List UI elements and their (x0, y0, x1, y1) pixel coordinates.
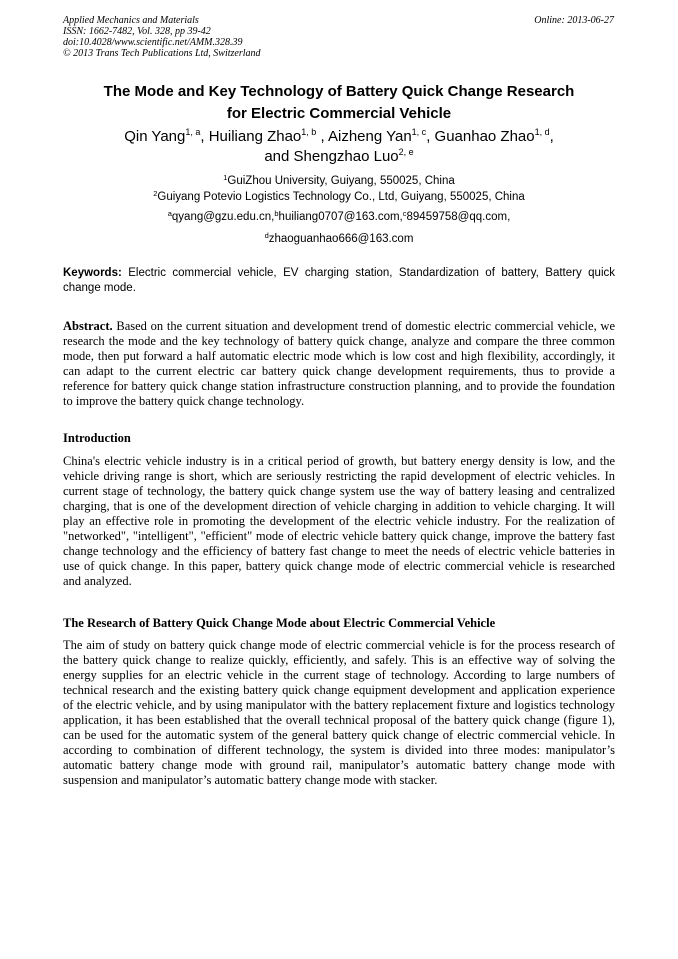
author-list (63, 127, 615, 167)
email-line (63, 210, 615, 225)
author-name: Aizheng Yan (327, 128, 412, 145)
affiliation-sup: 1 (223, 173, 228, 182)
research-paragraph: The aim of study on battery quick change mode of electric commercial vehicle is for the process research of the battery quick change to realize quickly, efficiently, and safely. This is an effective way of solving the energy supplies for an electric vehicle in the current stage of technology. According to large numbers of technical research and the existing battery quick change equipment development and application experience of the electric vehicle, and by using manipulator with the battery replacement fixture and logistics technology application, it has been established that the overall technical proposal of the battery quick change (figure 1), can be used for the automatic system of the general battery quick change of electric commercial vehicle. In according to combination of different technology, the system is divided into three modes: manipulator’s automatic battery change mode with ground rail, manipulator’s automatic battery change mode with suspension and manipulator’s automatic battery change mode with stacker. (63, 638, 615, 787)
abstract-text: Based on the current situation and development trend of domestic electric commercial vehicle, we research the mode and the key technology of battery quick change, analyze and compare the three common mode, then put forward a half automatic electric mode which is low cost and high flexibility, accordingly, it can adapt to the current electric car battery quick change development requirements, thus to provide a reference for battery quick change station infrastructure construction planning, and to provide the foundation to improve the battery quick change technology. (63, 319, 615, 408)
issn-line: ISSN: 1662-7482, Vol. 328, pp 39-42 (63, 26, 211, 37)
email-sup: c (402, 209, 407, 218)
affiliation (63, 174, 615, 189)
email-sup: d (264, 231, 269, 240)
email-text: 89459758@qq.com, (406, 211, 511, 223)
author-sep: , (549, 128, 554, 145)
author-sup: 2, e (398, 147, 414, 157)
online-date: Online: 2013-06-27 (534, 15, 614, 26)
author-sep: , (200, 128, 209, 145)
abstract-label: Abstract. (63, 319, 113, 333)
section-heading-research: The Research of Battery Quick Change Mode about Electric Commercial Vehicle (63, 616, 496, 630)
author-sep: , (316, 128, 328, 145)
email-text: huiliang0707@163.com, (278, 211, 403, 223)
title-line-1: The Mode and Key Technology of Battery Quick Change Research (103, 83, 575, 100)
paper-title (63, 81, 615, 125)
author-sup: 1, b (301, 127, 317, 137)
abstract (63, 319, 615, 409)
journal-name: Applied Mechanics and Materials (63, 15, 199, 26)
affiliation-text: GuiZhou University, Guiyang, 550025, China (227, 175, 455, 187)
author-name: Huiliang Zhao (208, 128, 302, 145)
author-name: Guanhao Zhao (434, 128, 535, 145)
section-heading-introduction: Introduction (63, 431, 131, 445)
keywords-label: Keywords: (63, 267, 122, 279)
keywords (63, 266, 615, 296)
email-text: qyang@gzu.edu.cn, (171, 211, 275, 223)
authors-line-1 (63, 127, 615, 147)
author-sup: 1, a (185, 127, 201, 137)
author-sup: 1, d (534, 127, 550, 137)
journal-header (63, 15, 261, 59)
title-line-2: for Electric Commercial Vehicle (226, 105, 452, 122)
copyright-line: © 2013 Trans Tech Publications Ltd, Switzerland (63, 48, 261, 59)
email-sup: a (167, 209, 172, 218)
affiliation-text: Guiyang Potevio Logistics Technology Co., Ltd, Guiyang, 550025, China (157, 191, 525, 203)
keywords-text: Electric commercial vehicle, EV charging station, Standardization of battery, Battery quick change mode. (63, 267, 615, 294)
author-sup: 1, c (411, 127, 427, 137)
doi-line: doi:10.4028/www.scientific.net/AMM.328.39 (63, 37, 243, 48)
email-sup: b (274, 209, 279, 218)
affiliation-sup: 2 (153, 189, 158, 198)
author-sep: , (426, 128, 435, 145)
introduction-paragraph: China's electric vehicle industry is in a critical period of growth, but battery energy density is low, and the vehicle driving range is short, which are seriously restricting the rapid development of electric vehicles. In current stage of technology, the battery quick change system use the way of battery leasing and centralized charging, that is one of the development direction of vehicle charging in addition to vehicle charging. It will play an effective role in promoting the development of the electric vehicle industry. For the realization of "networked", "intelligent", "efficient" mode of electric vehicle battery quick change, improve the battery fast change technology and the efficiency of battery fast change to meet the needs of electric vehicle batteries in use of quick change. In this paper, battery quick change mode of electric commercial vehicle is researched and analyzed. (63, 454, 615, 588)
email-line (63, 232, 615, 247)
author-name: Qin Yang (124, 128, 186, 145)
authors-line-2 (63, 147, 615, 167)
affiliation (63, 190, 615, 205)
email-text: zhaoguanhao666@163.com (268, 233, 414, 245)
author-name: and Shengzhao Luo (264, 148, 399, 165)
